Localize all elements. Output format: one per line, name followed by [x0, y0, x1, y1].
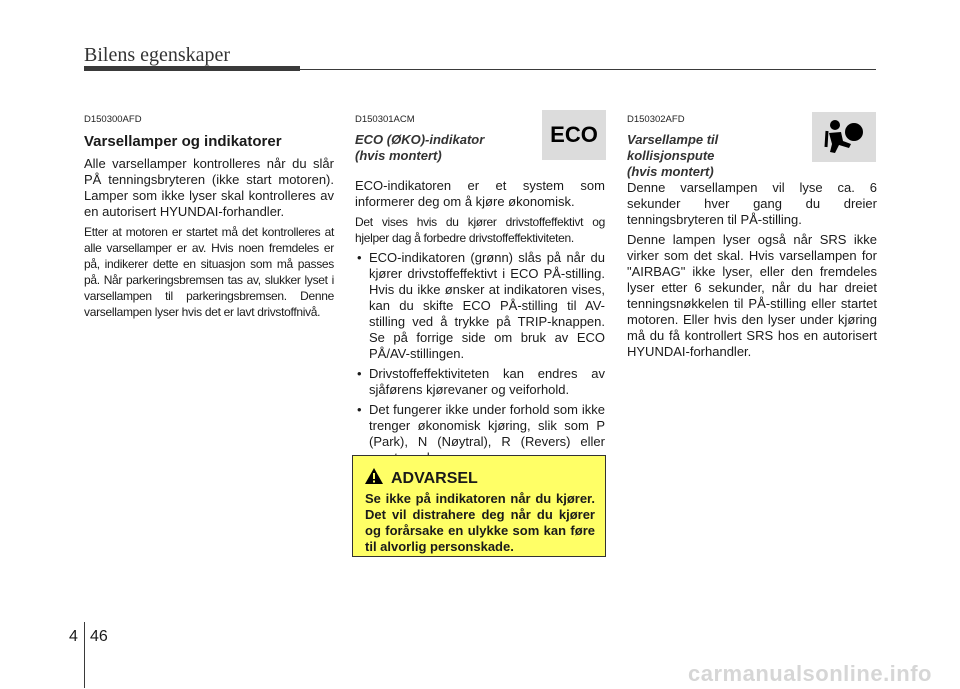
- bullet-list: [355, 250, 605, 466]
- list-item: • ECO-indikatoren (grønn) slås på når du kjører drivstoffeffektivt i ECO PÅ-stilling. Hvis du ikke ønsker at indikatoren vises, kan du skifte ECO PÅ-stilling til AV-stilling ved å trykke på TRIP-knappen. Se på forrige side om bruk av ECO PÅ/AV-stillingen.: [355, 250, 605, 362]
- paragraph: Det vises hvis du kjører drivstoffeffektivt og hjelper dag å forbedre drivstoffeffektiviteten.: [355, 215, 605, 245]
- list-item: • Drivstoffeffektiviteten kan endres av sjåførens kjørevaner og veiforhold.: [355, 366, 605, 398]
- heading-line: Varsellampe til: [627, 132, 719, 147]
- section-heading: Varsellamper og indikatorer: [84, 133, 282, 150]
- column-warning-lamps: [84, 112, 334, 324]
- paragraph: Denne lampen lyser også når SRS ikke virker som det skal. Hvis varsellampen for "AIRBAG" ikke lyser, eller den fremdeles lyser etter 6 sekunder, når du har dreiet tenningsnøkkelen til PÅ-stilling eller startet motoren. Eller hvis den lyser under kjøring må du få kontrollert SRS hos en autorisert HYUNDAI-forhandler.: [627, 232, 877, 359]
- column-airbag-lamp: [627, 112, 877, 364]
- section-code: D150302AFD: [627, 114, 685, 125]
- heading-line: ECO (ØKO)-indikator: [355, 132, 485, 147]
- page-header-title: Bilens egenskaper: [84, 44, 231, 66]
- section-code: D150301ACM: [355, 114, 415, 125]
- warning-text: Se ikke på indikatoren når du kjører. Det vil distrahere deg når du kjører og forårsake en ulykke som kan føre til alvorlig personskade.: [365, 491, 595, 554]
- list-item: • Det fungerer ikke under forhold som ikke trenger økonomisk kjøring, slik som P (Park), N (Nøytral), R (Revers) eller: [355, 402, 605, 466]
- section-heading: [627, 132, 877, 180]
- warning-box: [352, 455, 606, 557]
- paragraph: Alle varsellamper kontrolleres når du slår PÅ tenningsbryteren (ikke start motoren). Lamper som ikke lyser skal kontrolleres av en autorisert HYUNDAI-forhandler.: [84, 156, 334, 219]
- heading-line: kollisjonspute: [627, 148, 715, 163]
- paragraph: Denne varsellampen vil lyse ca. 6 sekunder hver gang du dreier tenningsbryteren til PÅ-stilling.: [627, 180, 877, 227]
- warning-title: ADVARSEL: [391, 469, 478, 487]
- chapter-number: 4: [69, 628, 78, 645]
- heading-line: (hvis montert): [355, 148, 442, 163]
- warning-triangle-icon: [365, 468, 383, 489]
- column-eco-indicator: [355, 112, 605, 470]
- heading-line: (hvis montert): [627, 164, 714, 179]
- footer-divider: [84, 622, 85, 688]
- header-bar: [84, 66, 300, 71]
- header-rule: [300, 69, 876, 70]
- watermark: carmanualsonline.info: [688, 661, 932, 686]
- paragraph: ECO-indikatoren er et system som informerer deg om å kjøre økonomisk.: [355, 178, 605, 209]
- page-number: 46: [90, 628, 108, 645]
- paragraph: Etter at motoren er startet må det kontrolleres at alle varsellamper er av. Hvis noen fremdeles er på, indikerer dette en situasjon som må passes på. Når parkeringsbremsen tas av, slukker lyset i varsellampen til parkeringsbremsen. Denne varsellampen lyser hvis det er lavt drivstoffnivå.: [84, 225, 334, 319]
- eco-indicator-badge: ECO: [542, 110, 606, 160]
- warning-header: [365, 468, 595, 489]
- section-code: D150300AFD: [84, 114, 142, 125]
